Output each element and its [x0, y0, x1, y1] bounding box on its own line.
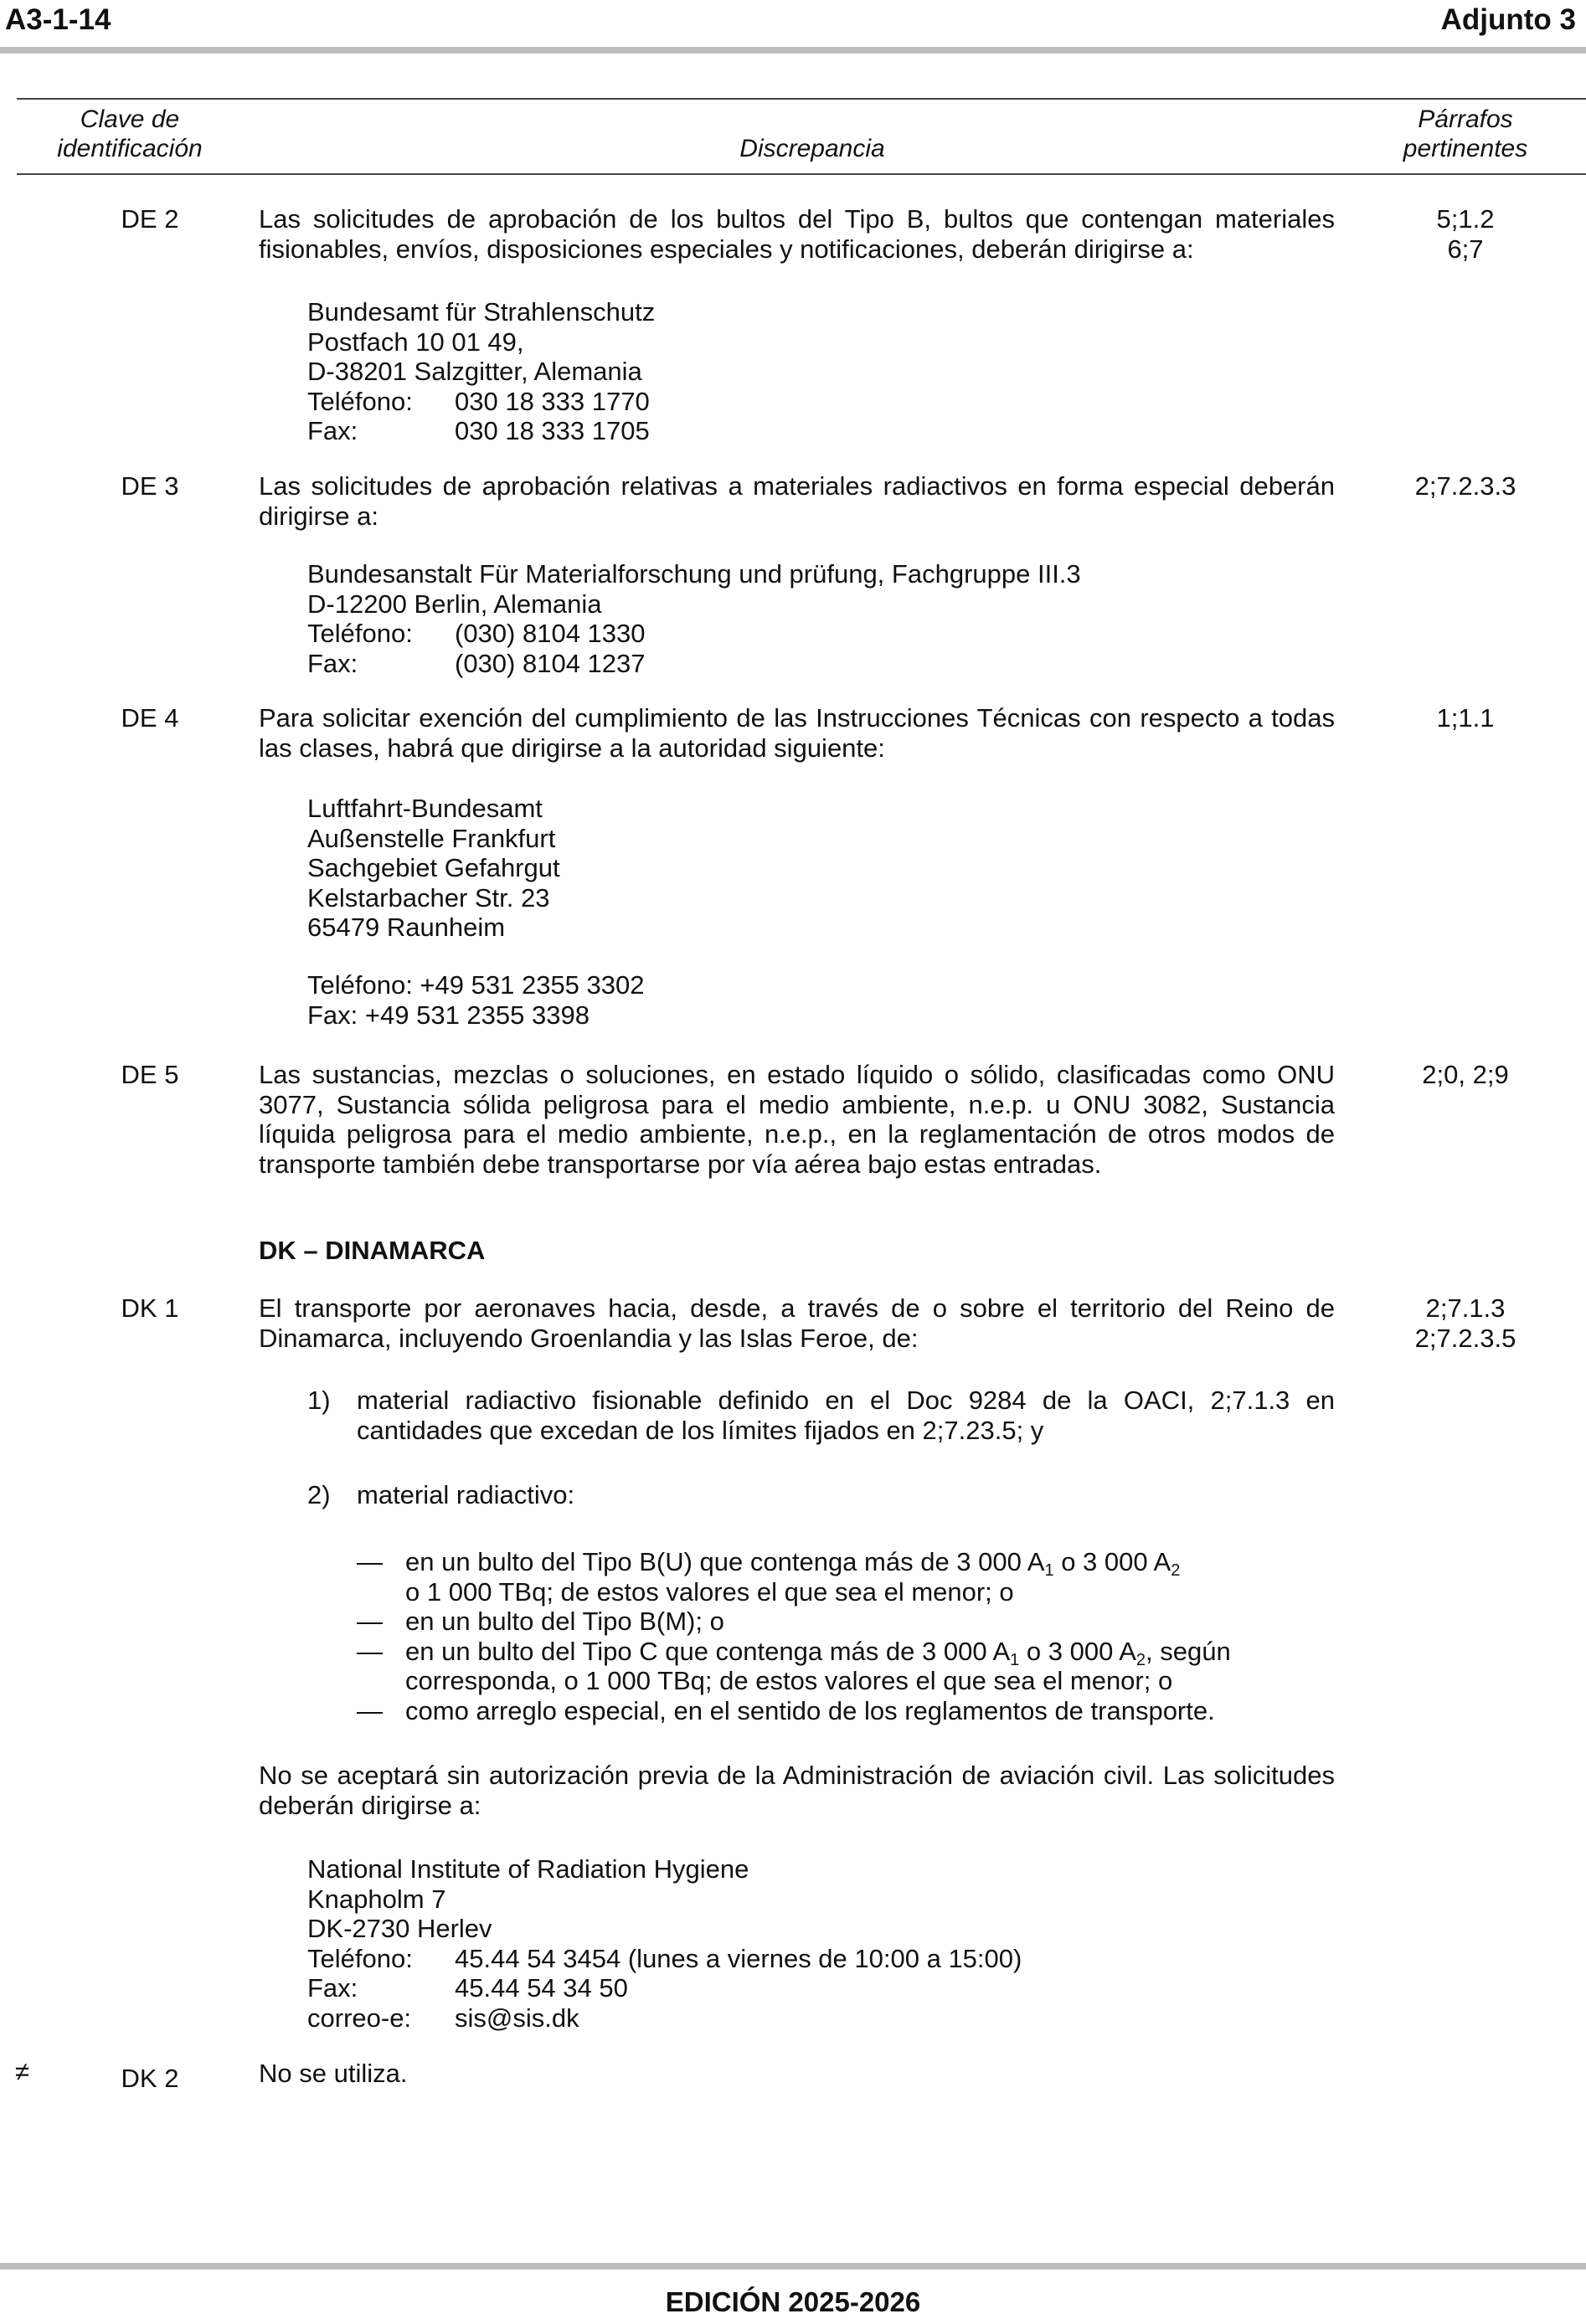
bullet-text: en un bulto del Tipo C que contenga más de 3 000 A	[405, 1637, 1011, 1666]
entry-refs-dk1	[1373, 1293, 1558, 1353]
col-header-discrepancy: Discrepancia	[739, 135, 885, 162]
entry-text-de4: Para solicitar exención del cumplimiento de las Instrucciones Técnicas con respecto a todas las clases, habrá que dirigirse a la autoridad siguiente:	[259, 703, 1335, 763]
address-line: Knapholm 7	[307, 1884, 446, 1914]
subscript: 1	[1010, 1651, 1020, 1669]
list-item-2: material radiactivo:	[357, 1480, 575, 1509]
col-header-key-line1: Clave de	[80, 105, 180, 133]
bullet-3-line1	[405, 1637, 1231, 1667]
col-header-key-line2: identificación	[57, 135, 203, 162]
annex-title: Adjunto 3	[1440, 3, 1576, 36]
phone-value: (030) 8104 1330	[455, 619, 646, 648]
entry-text-de5: Las sustancias, mezclas o soluciones, en estado líquido o sólido, clasificadas como ONU 3077, Sustancia sólida peligrosa para el medio ambiente, n.e.p. u ONU 3082, Sustancia líquida peligrosa para el medio ambiente, n.e.p., en la reglamentación de otros modos de transporte también debe transportarse por vía aérea bajo estas entradas.	[259, 1060, 1335, 1179]
email-value: sis@sis.dk	[455, 2003, 579, 2033]
fax-label: Fax:	[307, 648, 358, 678]
phone-line: Teléfono: +49 531 2355 3302	[307, 970, 645, 1000]
fax-line	[307, 416, 655, 446]
col-header-paragraphs-line2: pertinentes	[1403, 135, 1528, 162]
address-line: Postfach 10 01 49,	[307, 326, 524, 357]
table-top-rule	[17, 98, 1586, 100]
header-rule	[0, 47, 1586, 54]
bullet-text: o 3 000 A	[1019, 1637, 1136, 1666]
dash-bullet: —	[357, 1637, 383, 1666]
col-header-paragraphs	[1373, 105, 1558, 163]
address-line: Bundesamt für Strahlenschutz	[307, 297, 656, 326]
address-line: 65479 Raunheim	[307, 913, 506, 942]
entry-refs-de3	[1373, 471, 1558, 501]
table-header-rule	[17, 173, 1586, 175]
email-label: correo-e:	[307, 2003, 412, 2033]
fax-line	[307, 1973, 1022, 2003]
phone-label: Teléfono:	[307, 386, 413, 416]
ref-item: 2;7.2.3.5	[1414, 1323, 1516, 1353]
address-line: Sachgebiet Gefahrgut	[307, 853, 560, 882]
bullet-4: como arreglo especial, en el sentido de los reglamentos de transporte.	[405, 1696, 1215, 1725]
contact-de4	[307, 970, 645, 1030]
entry-text-de3: Las solicitudes de aprobación relativas a materiales radiactivos en forma especial deberán dirigirse a:	[259, 471, 1335, 531]
entry-refs-de5	[1373, 1060, 1558, 1090]
fax-label: Fax:	[307, 416, 358, 445]
phone-line	[307, 387, 655, 417]
address-line: DK-2730 Herlev	[307, 1914, 492, 1943]
subscript: 2	[1135, 1651, 1146, 1669]
address-de4	[307, 794, 560, 943]
address-line: Außenstelle Frankfurt	[307, 823, 556, 853]
ref-item: 6;7	[1447, 234, 1484, 264]
address-line: D-12200 Berlin, Alemania	[307, 589, 602, 619]
address-de3	[307, 559, 1081, 678]
ref-item: 2;7.2.3.3	[1414, 471, 1516, 501]
entry-code-dk1: DK 1	[121, 1293, 179, 1323]
bullet-1-line2: o 1 000 TBq; de estos valores el que sea el menor; o	[405, 1577, 1014, 1607]
phone-line	[307, 619, 1081, 649]
footer-rule	[0, 2263, 1586, 2270]
bullet-text: o 3 000 A	[1053, 1547, 1171, 1576]
list-item-1: material radiactivo fisionable definido en el Doc 9284 de la OACI, 2;7.1.3 en cantidades que excedan de los límites fijados en 2;7.23.5; y	[357, 1386, 1335, 1445]
fax-line	[307, 649, 1081, 679]
fax-line: Fax: +49 531 2355 3398	[307, 1000, 590, 1030]
list-number-2: 2)	[307, 1480, 331, 1509]
subscript: 1	[1044, 1561, 1054, 1580]
ref-item: 2;0, 2;9	[1422, 1060, 1509, 1089]
bullet-text: en un bulto del Tipo B(U) que contenga más de 3 000 A	[405, 1547, 1045, 1576]
ref-item: 2;7.1.3	[1425, 1293, 1506, 1323]
phone-label: Teléfono:	[307, 1943, 413, 1973]
entry-code-de5: DE 5	[121, 1060, 179, 1089]
dash-bullet: —	[357, 1607, 383, 1636]
subscript: 2	[1171, 1561, 1181, 1580]
entry-text-dk1: El transporte por aeronaves hacia, desde, a través de o sobre el territorio del Reino de Dinamarca, incluyendo Groenlandia y las Islas Feroe, de:	[259, 1293, 1335, 1353]
ref-item: 1;1.1	[1436, 703, 1495, 733]
change-mark: ≠	[15, 2057, 30, 2086]
address-line: D-38201 Salzgitter, Alemania	[307, 357, 642, 386]
address-de2	[307, 297, 655, 446]
address-dk1	[307, 1854, 1022, 2033]
dash-bullet: —	[357, 1547, 383, 1576]
fax-value: 030 18 333 1705	[455, 416, 650, 445]
dash-bullet: —	[357, 1696, 383, 1725]
col-header-paragraphs-line1: Párrafos	[1418, 105, 1513, 133]
address-line: Kelstarbacher Str. 23	[307, 882, 550, 913]
entry-code-de4: DE 4	[121, 703, 179, 733]
entry-text-de2: Las solicitudes de aprobación de los bultos del Tipo B, bultos que contengan materiales fisionables, envíos, disposiciones especiales y notificaciones, deberán dirigirse a:	[259, 204, 1335, 264]
entry-code-de3: DE 3	[121, 471, 179, 501]
bullet-1-line1	[405, 1547, 1335, 1580]
edition-footer: EDICIÓN 2025-2026	[665, 2286, 921, 2317]
page-id: A3-1-14	[5, 3, 111, 36]
bullet-text: , según	[1146, 1637, 1231, 1666]
fax-value: (030) 8104 1237	[455, 648, 646, 678]
address-line: Luftfahrt-Bundesamt	[307, 794, 543, 823]
phone-value: 45.44 54 3454 (lunes a viernes de 10:00 a 15:00)	[455, 1943, 1022, 1973]
section-heading-dk: DK – DINAMARCA	[259, 1236, 486, 1265]
entry-refs-de4	[1373, 703, 1558, 733]
phone-label: Teléfono:	[307, 619, 413, 648]
phone-value: 030 18 333 1770	[455, 386, 650, 416]
address-line: Bundesanstalt Für Materialforschung und prüfung, Fachgruppe III.3	[307, 559, 1081, 589]
entry-text-dk2: No se utiliza.	[259, 2059, 408, 2088]
email-line	[307, 2003, 1022, 2034]
bullet-3-line2: corresponda, o 1 000 TBq; de estos valores el que sea el menor; o	[405, 1666, 1173, 1695]
list-number-1: 1)	[307, 1386, 331, 1415]
dk1-authorization-text: No se aceptará sin autorización previa de la Administración de aviación civil. Las solicitudes deberán dirigirse a:	[259, 1761, 1335, 1820]
bullet-2: en un bulto del Tipo B(M); o	[405, 1607, 724, 1636]
entry-refs-de2	[1373, 204, 1558, 264]
entry-code-dk2: DK 2	[121, 2064, 179, 2093]
col-header-key	[17, 105, 243, 163]
phone-line	[307, 1944, 1022, 1974]
bullet-1-words	[405, 1547, 1181, 1580]
ref-item: 5;1.2	[1436, 204, 1495, 234]
fax-value: 45.44 54 34 50	[455, 1973, 628, 2003]
entry-code-de2: DE 2	[121, 204, 179, 234]
address-line: National Institute of Radiation Hygiene	[307, 1854, 749, 1884]
fax-label: Fax:	[307, 1973, 358, 2003]
